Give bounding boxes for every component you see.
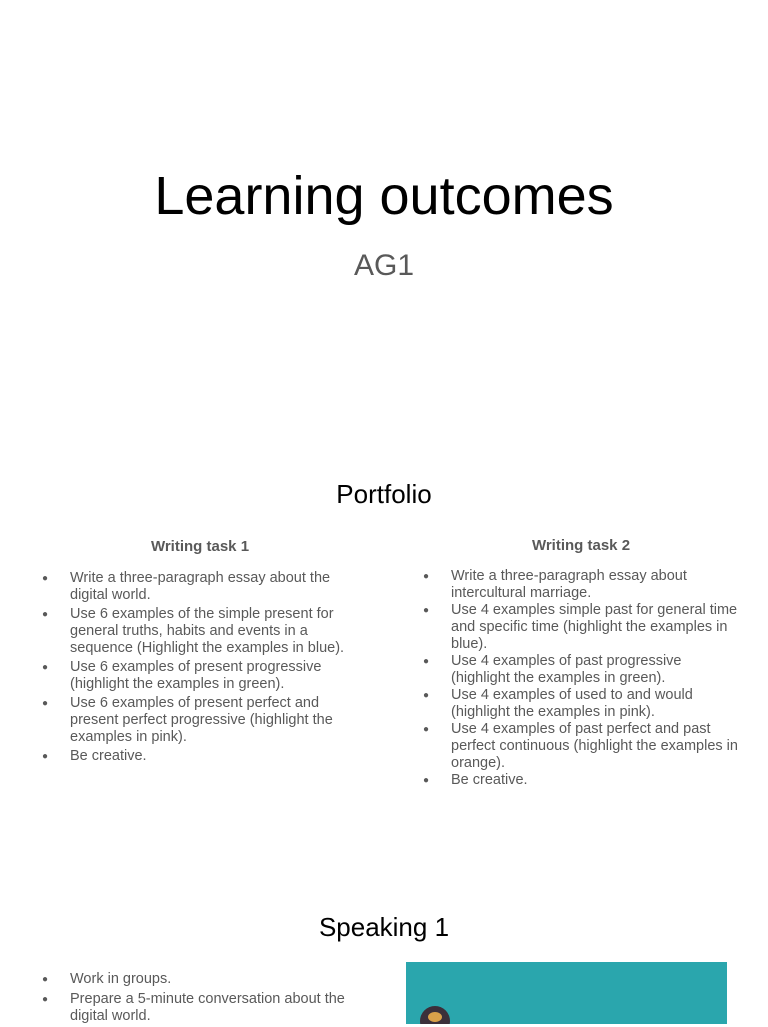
- list-item: ● Be creative.: [42, 748, 358, 765]
- writing-task-1-list: [42, 570, 358, 765]
- list-item: ● Be creative.: [423, 772, 739, 789]
- list-item: ● Use 4 examples of past perfect and past perfect continuous (highlight the examples in orange).: [423, 721, 739, 772]
- list-item: ● Use 6 examples of present perfect and present perfect progressive (highlight the examples in pink).: [42, 695, 358, 746]
- list-item: ● Write a three-paragraph essay about intercultural marriage.: [423, 568, 739, 602]
- list-item: ● Use 6 examples of the simple present for general truths, habits and events in a sequence (Highlight the examples in blue).: [42, 606, 358, 657]
- writing-task-2: [423, 537, 739, 789]
- list-item: ● Write a three-paragraph essay about the digital world.: [42, 570, 358, 604]
- list-item: ● Use 4 examples of used to and would (highlight the examples in pink).: [423, 687, 739, 721]
- list-item: ● Use 4 examples simple past for general time and specific time (highlight the examples in blue).: [423, 602, 739, 653]
- writing-task-2-heading: Writing task 2: [531, 537, 631, 554]
- list-item: ● Prepare a 5-minute conversation about the digital world.: [42, 991, 358, 1025]
- writing-task-1: [42, 538, 358, 767]
- list-item: ● Work in groups.: [42, 971, 358, 988]
- portfolio-heading: Portfolio: [336, 479, 432, 509]
- writing-task-2-list: [423, 568, 739, 789]
- photo-detail: [428, 1012, 442, 1022]
- page-title: Learning outcomes: [154, 166, 614, 226]
- speaking-heading: Speaking 1: [318, 912, 450, 942]
- list-item: ● Use 4 examples of past progressive (highlight the examples in green).: [423, 653, 739, 687]
- page-subtitle: AG1: [353, 249, 415, 282]
- writing-task-1-heading: Writing task 1: [150, 538, 250, 555]
- speaking-list-container: [42, 971, 358, 1027]
- speaking-photo: [406, 962, 727, 1024]
- list-item: ● Use 6 examples of present progressive (highlight the examples in green).: [42, 659, 358, 693]
- speaking-list: [42, 971, 358, 1025]
